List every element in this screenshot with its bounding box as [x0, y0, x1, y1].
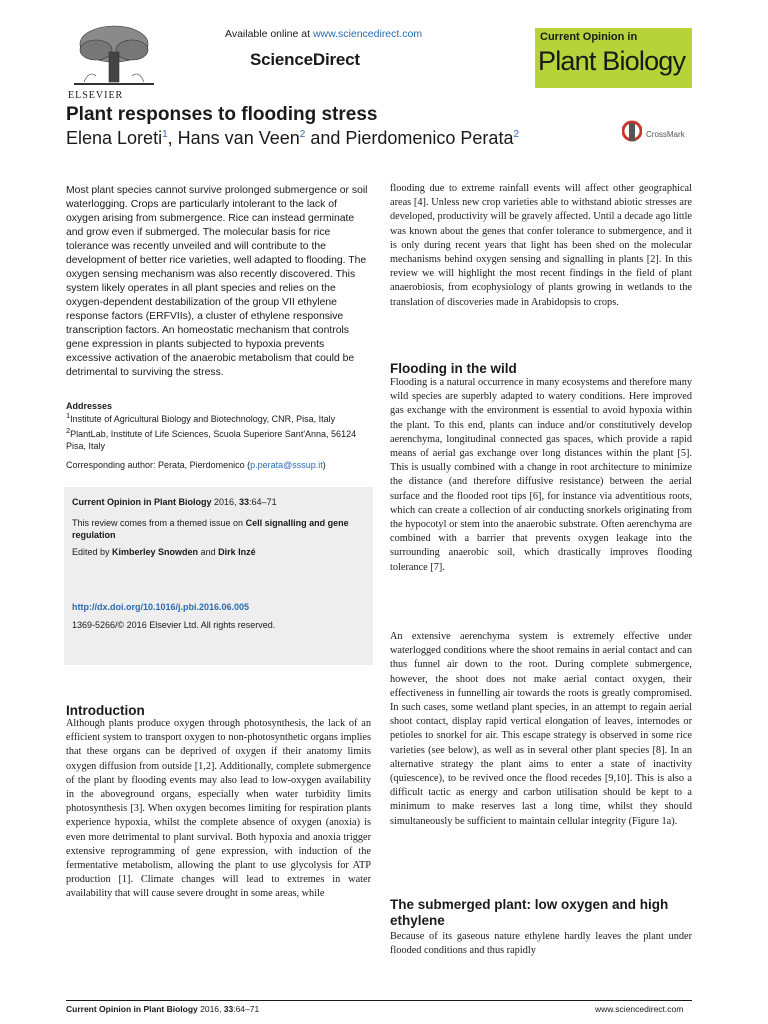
footer-divider	[66, 1000, 692, 1001]
submerged-plant-heading: The submerged plant: low oxygen and high ethylene	[390, 897, 669, 928]
author-affiliation-marker[interactable]: 2	[299, 129, 306, 140]
journal-badge-subtitle: Current Opinion in	[540, 31, 638, 43]
address-marker: 1	[66, 411, 71, 420]
author-name: Pierdomenico Perata	[345, 128, 514, 148]
author-name: Hans van Veen	[177, 128, 300, 148]
article-info-box	[64, 487, 373, 665]
address-text: PlantLab, Institute of Life Sciences, Scuola Superiore Sant'Anna, 56124 Pisa, Italy	[66, 429, 357, 451]
footer-citation	[66, 1004, 259, 1014]
sciencedirect-brand: ScienceDirect	[250, 50, 360, 69]
corresponding-suffix: )	[322, 460, 326, 470]
crossmark-label: CrossMark	[646, 130, 685, 139]
address-marker: 2	[66, 426, 71, 435]
editor-name: Kimberley Snowden	[112, 547, 199, 557]
flooding-wild-heading: Flooding in the wild	[390, 361, 517, 376]
article-title: Plant responses to flooding stress	[66, 104, 378, 125]
available-prefix: Available online at	[225, 28, 313, 40]
infobox-volume: 33	[239, 497, 250, 507]
footer-pages: :64–71	[233, 1004, 260, 1014]
addresses-list	[66, 410, 371, 452]
themed-prefix: This review comes from a themed issue on	[72, 518, 246, 528]
infobox-themed-issue	[72, 517, 367, 541]
themed-topic: Cell signalling and gene regulation	[72, 518, 349, 540]
address-text: Institute of Agricultural Biology and Biotechnology, CNR, Pisa, Italy	[70, 414, 336, 424]
footer-journal: Current Opinion in Plant Biology	[66, 1004, 198, 1014]
crossmark-icon	[622, 120, 642, 144]
infobox-pages: :64–71	[249, 497, 277, 507]
corresponding-prefix: Corresponding author: Perata, Pierdomenico (	[66, 460, 251, 470]
footer-volume: 33	[223, 1004, 234, 1014]
corresponding-author	[66, 460, 371, 470]
flooding-wild-paragraph-2: An extensive aerenchyma system is extremely effective under waterlogged conditions where the shoot remains in aerial contact and can thus funnel air down to the root. During complete submergence, however, the shoot does not make aerial contact oxygen, their effectiveness in funnelling air towards the roots is greatly compromised. In such cases, some wetland plant species, in an attempt to regain aerial shoot contact, display rapid vertical elongation of leaves, internodes or petioles to snorkel for air. This escape strategy is observed in some rice varieties (see below), as well as in several other plant species [8]. In an alternative strategy the plant aims to enter a state of inactivity (quiescence), to be revived once the flood recedes [9,10]. This is also a difficult tactic as energy and carbon utilisation should be kept to a minimum to make reserves last a long time, whilst they should simultaneously be sufficient to maintain cellular integrity (Figure 1a).	[390, 631, 692, 827]
flooding-wild-paragraph-1: Flooding is a natural occurrence in many ecosystems and therefore many wild species are superbly adapted to watery conditions. Here improved gas exchange with the environment is essential to avoid hypoxia within the plant. To this end, plants can induce and/or constitutively develop aerenchyma, longitudinal connected gas spaces, which provide a rapid means of aerial gas exchange over long distances within the plant [5]. This is usually combined with a change in root architecture to minimize the distance (and therefore diffusive resistance) between the aerial surface and the flooded root tips [6], for instance via adventitious roots, which can create a collection of air conducting snorkels originating from the hypocotyl or stem into the anaerobic substrate. Often aerenchyma are combined with a barrier that prevents oxygen leakage into the surrounding anaerobic soil, which drastically improves flooding tolerance [7].	[390, 377, 692, 573]
intro-continued-paragraph: flooding due to extreme rainfall events will affect other geographical areas [4]. Unless new crop varieties able to withstand abiotic stresses are developed, productivity will be gravely affected. Until a decade ago little was known about the genes that confer tolerance to submergence, and it is only during recent years that light has been shed on the molecular mechanisms behind oxygen sensing and signalling in plants [2]. In this review we will highlight the most recent findings in the field of plant anaerobiosis, from ecophysiology of plants growing in wetlands to the translation of discoveries made in Arabidopsis to crops.	[390, 183, 692, 308]
issn-copyright: 1369-5266/© 2016 Elsevier Ltd. All rights reserved.	[72, 620, 276, 630]
footer-url[interactable]: www.sciencedirect.com	[595, 1004, 684, 1014]
author-separator: and	[305, 128, 346, 148]
edited-prefix: Edited by	[72, 547, 113, 557]
doi-link[interactable]: http://dx.doi.org/10.1016/j.pbi.2016.06.005	[72, 602, 250, 612]
author-affiliation-marker[interactable]: 2	[513, 129, 520, 140]
address-item	[66, 425, 371, 452]
infobox-editors	[72, 547, 256, 557]
addresses-heading: Addresses	[66, 401, 113, 411]
author-name: Elena Loreti	[66, 128, 163, 148]
elsevier-wordmark: ELSEVIER	[68, 90, 124, 101]
footer-year: 2016,	[197, 1004, 224, 1014]
corresponding-email-link[interactable]: p.perata@sssup.it	[250, 460, 323, 470]
infobox-citation	[72, 497, 277, 507]
author-separator: ,	[167, 128, 178, 148]
available-online-text	[225, 28, 422, 40]
address-item	[66, 410, 371, 425]
author-affiliation-marker[interactable]: 1	[162, 129, 168, 140]
editor-name: Dirk Inzé	[218, 547, 256, 557]
infobox-year: 2016,	[211, 497, 240, 507]
infobox-journal: Current Opinion in Plant Biology	[72, 497, 212, 507]
edited-and: and	[198, 547, 219, 557]
submerged-plant-paragraph: Because of its gaseous nature ethylene hardly leaves the plant under flooded conditions and thus rapidly	[390, 931, 692, 957]
introduction-text: Although plants produce oxygen through photosynthesis, the lack of an efficient system to transport oxygen to non-photosynthetic organs implies that these organs can be deprived of oxygen if their anatomy limits oxygen diffusion from outside [1,2]. Additionally, complete submergence of the plant by flooding events may also lead to low-oxygen availability in the aboveground organs, especially when water turbidity limits photosynthesis [3]. When oxygen becomes limiting for respiration plants experience hypoxia, whilst the complete absence of oxygen (anoxia) is even more detrimental to plant survival. Both hypoxia and anoxia trigger extensive reprogramming of gene expression, with induction of the fermentative metabolism, allowing the plant to use glycolysis for ATP production [1]. Climate changes will lead to extremes in water availability that will cause severe drought in some areas, while	[66, 718, 371, 900]
introduction-heading: Introduction	[66, 703, 145, 718]
author-list	[66, 128, 519, 149]
crossmark-button[interactable]	[622, 120, 692, 150]
journal-badge-title: Plant Biology	[538, 46, 686, 76]
sciencedirect-link[interactable]: www.sciencedirect.com	[312, 28, 423, 40]
abstract-text: Most plant species cannot survive prolonged submergence or soil waterlogging. Crops are particularly intolerant to the lack of oxygen arising from submergence. Rice can instead germinate and grow even if submerged. The molecular basis for rice tolerance was recently unveiled and will contribute to the development of better rice varieties, well adapted to flooding. The oxygen sensing mechanism was also recently discovered. This system likely operates in all plant species and relies on the oxygen-dependent destabilization of the group VII ethylene response factors (ERFVIIs), a cluster of ethylene responsive transcription factors. An homeostatic mechanism that controls gene expression in plants subjected to hypoxia prevents excessive activation of the anaerobic metabolism that could be detrimental to surviving the stress.	[66, 185, 368, 378]
